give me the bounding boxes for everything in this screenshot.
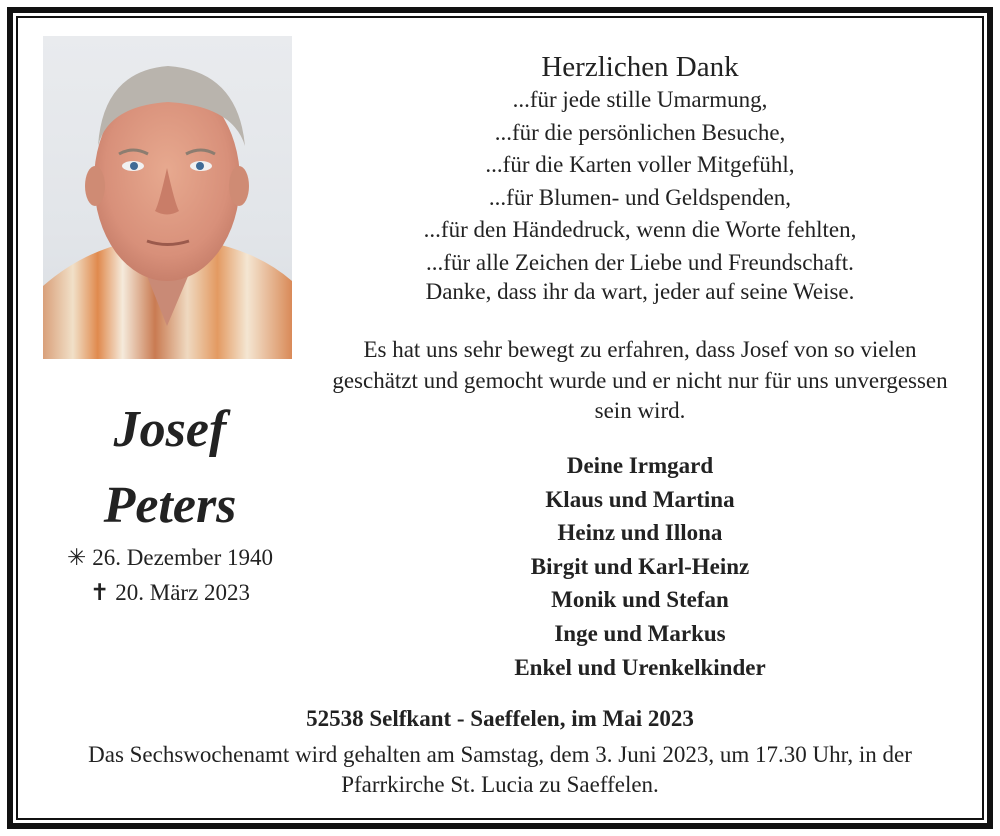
place-date: 52538 Selfkant - Saeffelen, im Mai 2023	[306, 706, 694, 731]
portrait-photo	[43, 36, 292, 359]
thanks-line: ...für den Händedruck, wenn die Worte fehlten,	[423, 217, 857, 243]
cross-icon: ✝	[89, 580, 110, 605]
signer: Monik und Stefan	[551, 587, 729, 613]
thanks-list	[330, 84, 950, 280]
signer: Klaus und Martina	[545, 486, 735, 512]
thanks-line: ...für die persönlichen Besuche,	[494, 119, 786, 145]
signer: Inge und Markus	[554, 620, 726, 646]
death-date-line	[40, 580, 300, 606]
signer: Heinz und Illona	[557, 520, 723, 546]
thanks-line: ...für jede stille Umarmung,	[512, 87, 768, 112]
birth-date-line	[40, 545, 300, 571]
birth-date: 26. Dezember 1940	[92, 545, 274, 570]
thanks-line: ...für alle Zeichen der Liebe und Freundschaft.	[426, 249, 854, 275]
thanks-title: Herzlichen Dank	[541, 51, 739, 83]
signer: Deine Irmgard	[566, 453, 714, 478]
signer: Birgit und Karl-Heinz	[530, 553, 750, 579]
death-date: 20. März 2023	[115, 580, 251, 605]
thanks-line: ...für die Karten voller Mitgefühl,	[485, 152, 795, 178]
thanks-line: ...für Blumen- und Geldspenden,	[488, 184, 792, 210]
birth-star-icon: ✳	[66, 545, 87, 570]
message-paragraph: Es hat uns sehr bewegt zu erfahren, dass Josef von so vielen geschätzt und gemocht wurde und er nicht nur für uns unvergessen sein wird.	[332, 337, 948, 423]
mass-notice: Das Sechswochenamt wird gehalten am Samstag, dem 3. Juni 2023, um 17.30 Uhr, in der Pfarrkirche St. Lucia zu Saeffelen.	[88, 742, 912, 797]
last-name: Peters	[103, 477, 237, 534]
signers-list	[330, 449, 950, 684]
signer: Enkel und Urenkelkinder	[514, 654, 766, 680]
first-name: Josef	[113, 401, 227, 458]
thanks-closing: Danke, dass ihr da wart, jeder auf seine Weise.	[425, 279, 855, 304]
